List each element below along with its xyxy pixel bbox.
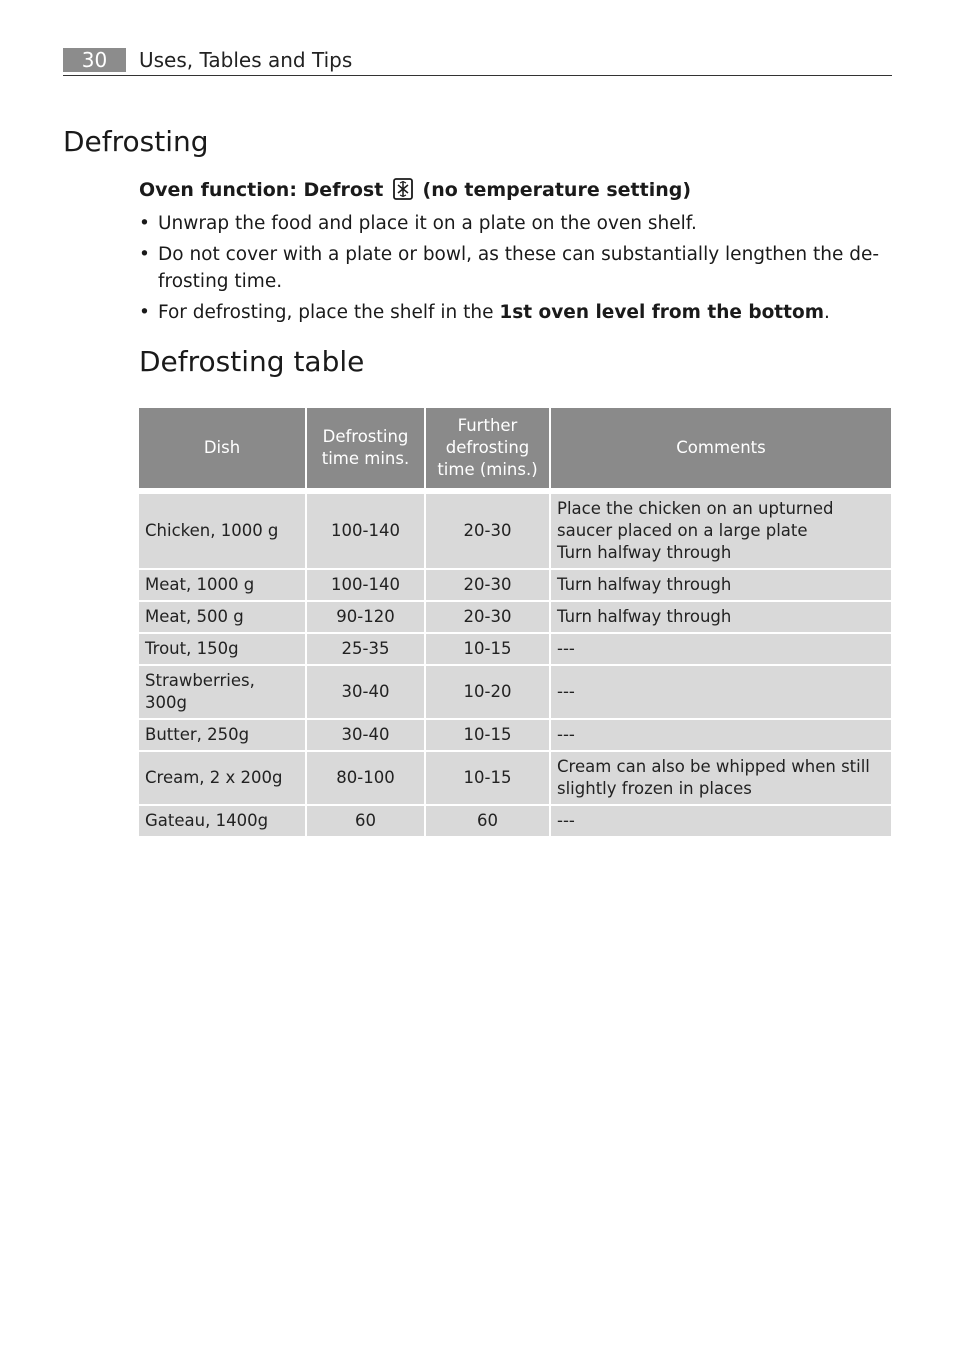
page-header [63, 46, 892, 76]
oven-function-suffix: (no temperature setting) [422, 179, 692, 201]
cell-further-time: 20-30 [426, 570, 549, 600]
table-row [139, 806, 891, 836]
instruction-item [139, 210, 891, 237]
comment-line: --- [557, 682, 575, 701]
table-body [139, 494, 891, 836]
cell-dish: Meat, 1000 g [139, 570, 305, 600]
cell-defrosting-time: 80-100 [307, 752, 424, 804]
table-row [139, 752, 891, 804]
section-title: Uses, Tables and Tips [139, 48, 353, 72]
table-header-row [139, 408, 891, 492]
cell-comments [551, 666, 891, 718]
instruction-list [139, 210, 891, 326]
comment-line: Turn halfway through [557, 543, 732, 562]
table-row [139, 602, 891, 632]
defrost-icon [393, 178, 413, 200]
page-number: 30 [63, 48, 126, 72]
defrosting-table [137, 406, 893, 838]
table-row [139, 666, 891, 718]
cell-defrosting-time: 100-140 [307, 494, 424, 568]
cell-comments [551, 634, 891, 664]
cell-defrosting-time: 30-40 [307, 720, 424, 750]
instruction-tail: . [823, 302, 830, 323]
cell-dish: Trout, 150g [139, 634, 305, 664]
cell-dish: Meat, 500 g [139, 602, 305, 632]
cell-dish: Chicken, 1000 g [139, 494, 305, 568]
comment-line: Place the chicken on an upturned saucer placed on a large plate [557, 499, 834, 540]
cell-further-time: 10-15 [426, 720, 549, 750]
cell-comments [551, 570, 891, 600]
column-header-comments: Comments [551, 408, 891, 492]
cell-further-time: 10-20 [426, 666, 549, 718]
content [139, 174, 891, 382]
column-header-defrosting-time: Defrosting time mins. [307, 408, 424, 492]
table-row [139, 720, 891, 750]
column-header-dish: Dish [139, 408, 305, 492]
instruction-text: For defrosting, place the shelf in the [158, 302, 500, 323]
comment-line: Turn halfway through [557, 575, 732, 594]
table-row [139, 494, 891, 568]
comment-line: --- [557, 639, 575, 658]
bullet-dot: • [139, 302, 150, 323]
instruction-text: Unwrap the food and place it on a plate on the oven shelf. [158, 213, 697, 234]
cell-comments [551, 720, 891, 750]
cell-comments [551, 752, 891, 804]
comment-line: Cream can also be whipped when still slightly frozen in places [557, 757, 870, 798]
cell-comments [551, 494, 891, 568]
instruction-item [139, 241, 891, 295]
instruction-item [139, 299, 891, 326]
cell-further-time: 20-30 [426, 494, 549, 568]
table-row [139, 634, 891, 664]
bullet-dot: • [139, 213, 150, 234]
comment-line: --- [557, 725, 575, 744]
cell-dish: Gateau, 1400g [139, 806, 305, 836]
cell-dish: Butter, 250g [139, 720, 305, 750]
table-title: Defrosting table [139, 345, 365, 378]
bullet-dot: • [139, 244, 150, 265]
cell-further-time: 10-15 [426, 752, 549, 804]
cell-dish: Cream, 2 x 200g [139, 752, 305, 804]
cell-defrosting-time: 25-35 [307, 634, 424, 664]
page-title: Defrosting [63, 125, 209, 158]
cell-further-time: 20-30 [426, 602, 549, 632]
cell-comments [551, 806, 891, 836]
comment-line: --- [557, 811, 575, 830]
cell-comments [551, 602, 891, 632]
instruction-emphasis: 1st oven level from the bottom [499, 302, 824, 323]
oven-function-prefix: Oven function: Defrost [139, 179, 384, 201]
instruction-text: Do not cover with a plate or bowl, as these can substantially lengthen the de-frosting time. [158, 244, 880, 292]
cell-defrosting-time: 100-140 [307, 570, 424, 600]
column-header-further-time: Further defrosting time (mins.) [426, 408, 549, 492]
cell-defrosting-time: 90-120 [307, 602, 424, 632]
table-row [139, 570, 891, 600]
cell-defrosting-time: 30-40 [307, 666, 424, 718]
cell-further-time: 60 [426, 806, 549, 836]
cell-further-time: 10-15 [426, 634, 549, 664]
cell-dish: Strawberries, 300g [139, 666, 305, 718]
oven-function-line [139, 174, 891, 206]
cell-defrosting-time: 60 [307, 806, 424, 836]
comment-line: Turn halfway through [557, 607, 732, 626]
